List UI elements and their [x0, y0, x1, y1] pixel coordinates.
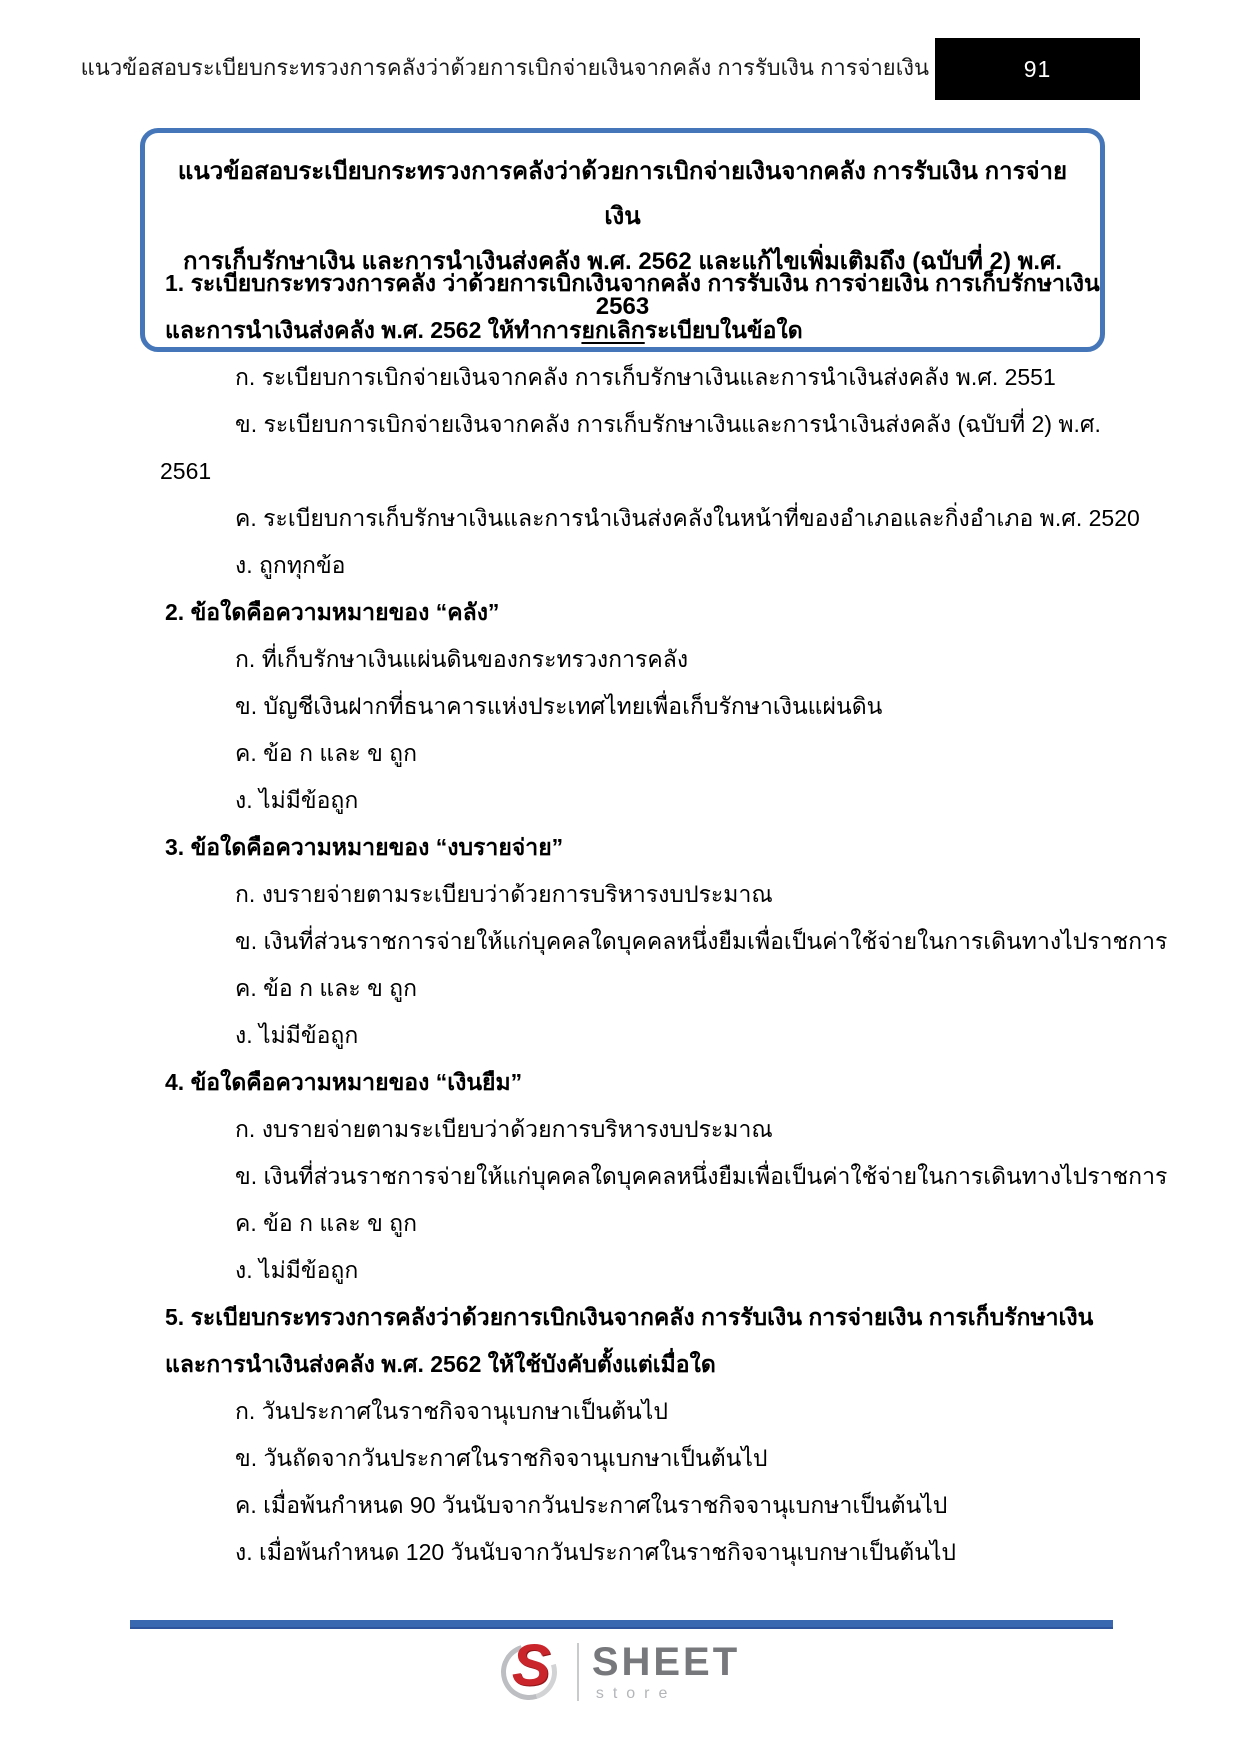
- question-1-line-1: 1. ระเบียบกระทรวงการคลัง ว่าด้วยการเบิกเงินจากคลัง การรับเงิน การจ่ายเงิน การเก็บรักษาเงิน: [165, 270, 1100, 296]
- question-4-option-a: ก. งบรายจ่ายตามระเบียบว่าด้วยการบริหารงบประมาณ: [235, 1116, 773, 1142]
- question-1-line-2-prefix: และการนำเงินส่งคลัง พ.ศ. 2562 ให้ทำการ: [165, 317, 582, 343]
- question-2-title: 2. ข้อใดคือความหมายของ “คลัง”: [165, 599, 500, 625]
- question-2-option-a: ก. ที่เก็บรักษาเงินแผ่นดินของกระทรวงการคลัง: [235, 646, 689, 672]
- exam-title-line-1: แนวข้อสอบระเบียบกระทรวงการคลังว่าด้วยการเบิกจ่ายเงินจากคลัง การรับเงิน การจ่ายเงิน: [177, 158, 1068, 230]
- header-title: แนวข้อสอบระเบียบกระทรวงการคลังว่าด้วยการเบิกจ่ายเงินจากคลัง การรับเงิน การจ่ายเงิน: [80, 54, 929, 80]
- question-4-title: 4. ข้อใดคือความหมายของ “เงินยืม”: [165, 1069, 523, 1095]
- page-number-badge: [935, 38, 1140, 100]
- sheet-store-logo-icon: [500, 1633, 564, 1704]
- question-5-line-2: และการนำเงินส่งคลัง พ.ศ. 2562 ให้ใช้บังคับตั้งแต่เมื่อใด: [165, 1351, 716, 1377]
- footer-divider-rule: [130, 1620, 1113, 1629]
- questions-area: [160, 260, 1168, 1576]
- question-3-option-d: ง. ไม่มีข้อถูก: [235, 1022, 359, 1048]
- logo-letter-s: S: [511, 1633, 551, 1698]
- logo-brand-subtitle: store: [595, 1684, 677, 1702]
- question-1-underlined-word: ยกเลิก: [581, 317, 645, 343]
- question-2-option-b: ข. บัญชีเงินฝากที่ธนาคารแห่งประเทศไทยเพื่อเก็บรักษาเงินแผ่นดิน: [235, 693, 883, 719]
- question-4-option-b: ข. เงินที่ส่วนราชการจ่ายให้แก่บุคคลใดบุคคลหนึ่งยืมเพื่อเป็นค่าใช้จ่ายในการเดินทางไปราชการ: [235, 1163, 1168, 1189]
- logo-wordmark: [591, 1639, 741, 1703]
- question-2-option-d: ง. ไม่มีข้อถูก: [235, 787, 359, 813]
- question-2-option-c: ค. ข้อ ก และ ข ถูก: [235, 740, 418, 766]
- question-1-option-c: ค. ระเบียบการเก็บรักษาเงินและการนำเงินส่งคลังในหน้าที่ของอำเภอและกิ่งอำเภอ พ.ศ. 2520: [235, 505, 1140, 531]
- question-1-line-2: [165, 307, 1110, 354]
- question-5-option-c: ค. เมื่อพ้นกำหนด 90 วันนับจากวันประกาศในราชกิจจานุเบกษาเป็นต้นไป: [235, 1492, 948, 1518]
- question-3-option-c: ค. ข้อ ก และ ข ถูก: [235, 975, 418, 1001]
- logo-divider-bar: [577, 1643, 579, 1701]
- question-1-option-d: ง. ถูกทุกข้อ: [235, 552, 346, 578]
- question-3-option-b: ข. เงินที่ส่วนราชการจ่ายให้แก่บุคคลใดบุคคลหนึ่งยืมเพื่อเป็นค่าใช้จ่ายในการเดินทางไปราชการ: [235, 928, 1168, 954]
- question-1-option-b: ข. ระเบียบการเบิกจ่ายเงินจากคลัง การเก็บรักษาเงินและการนำเงินส่งคลัง (ฉบับที่ 2) พ.ศ.: [235, 411, 1101, 437]
- question-5-option-a: ก. วันประกาศในราชกิจจานุเบกษาเป็นต้นไป: [235, 1398, 668, 1424]
- question-1-option-a: ก. ระเบียบการเบิกจ่ายเงินจากคลัง การเก็บรักษาเงินและการนำเงินส่งคลัง พ.ศ. 2551: [235, 364, 1056, 390]
- question-5-line-1: 5. ระเบียบกระทรวงการคลังว่าด้วยการเบิกเงินจากคลัง การรับเงิน การจ่ายเงิน การเก็บรักษาเงิน: [165, 1304, 1094, 1330]
- question-3-option-a: ก. งบรายจ่ายตามระเบียบว่าด้วยการบริหารงบประมาณ: [235, 881, 773, 907]
- logo-brand-name: SHEET: [591, 1639, 741, 1684]
- question-1-option-b-wrap: 2561: [160, 458, 212, 484]
- question-4-option-c: ค. ข้อ ก และ ข ถูก: [235, 1210, 418, 1236]
- question-5-option-d: ง. เมื่อพ้นกำหนด 120 วันนับจากวันประกาศในราชกิจจานุเบกษาเป็นต้นไป: [235, 1539, 957, 1565]
- sheet-store-logo: [0, 1633, 1240, 1704]
- page-number: 91: [1023, 55, 1052, 82]
- exam-title-line-2: การเก็บรักษาเงิน และการนำเงินส่งคลัง พ.ศ. 2562 และแก้ไขเพิ่มเติมถึง (ฉบับที่ 2) พ.ศ. 2563: [183, 248, 1062, 320]
- question-4-option-d: ง. ไม่มีข้อถูก: [235, 1257, 359, 1283]
- page-header: [80, 38, 1140, 100]
- question-5-option-b: ข. วันถัดจากวันประกาศในราชกิจจานุเบกษาเป็นต้นไป: [235, 1445, 768, 1471]
- question-1-line-2-suffix: ระเบียบในข้อใด: [644, 317, 803, 343]
- question-3-title: 3. ข้อใดคือความหมายของ “งบรายจ่าย”: [165, 834, 564, 860]
